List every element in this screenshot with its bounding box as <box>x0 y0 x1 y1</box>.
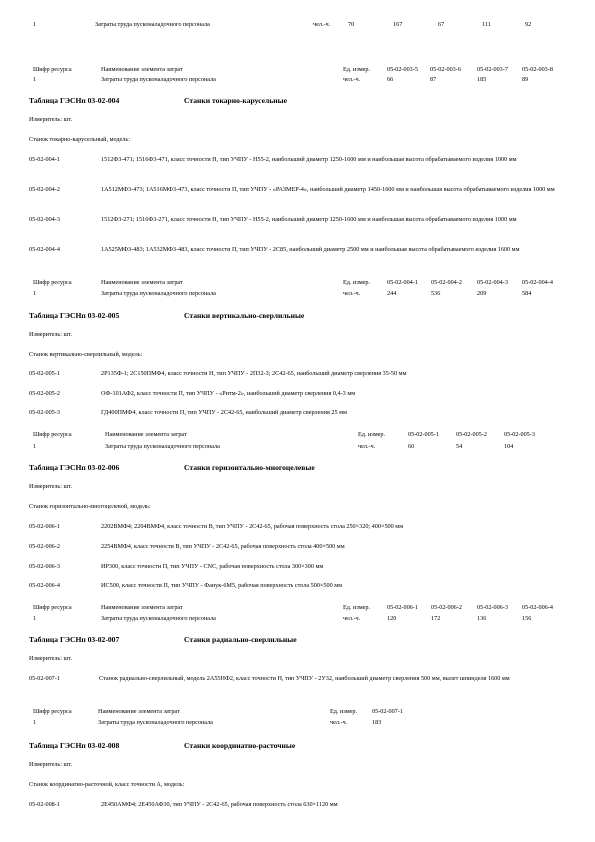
work-item-text: ГД400ПМФ4, класс точности П, тип УЧПУ - 2С42-65, наибольший диаметр сверления 25 мм <box>101 409 347 416</box>
table-subtitle: Станки токарно-карусельные <box>184 96 287 105</box>
column-id: 05-02-007-1 <box>372 708 403 715</box>
work-item-text: 1А512МФ3-473; 1А516МФ3-473, класс точности П, тип УЧПУ - «РАЗМЕР-4», наибольший диаметр 1450-1600 мм и наибольшая высота обрабатываемого изделия 1000 мм <box>101 186 555 193</box>
work-item-text: 1512Ф3-271; 1516Ф3-271, класс точности Н, тип УЧПУ - Н55-2, наибольший диаметр 1250-1600 мм и наибольшая высота обрабатываемого изделия 1000 мм <box>101 216 517 223</box>
measure-unit: Измеритель: шт. <box>29 116 73 123</box>
resource-unit: чел.-ч. <box>343 76 361 83</box>
resource-value: 183 <box>372 719 382 726</box>
column-unit: Ед. измер. <box>343 279 370 286</box>
column-id: 05-02-004-1 <box>387 279 418 286</box>
resource-unit: чел.-ч. <box>343 290 361 297</box>
work-item-text: 2Е450АМФ4; 2Е450АФ30, тип УЧПУ - 2С42-65, рабочая поверхность стола 630×1120 мм <box>101 801 338 808</box>
work-item-text: 2Р135Ф-1; 2С150ПМФ4, класс точности Н, тип УЧПУ - 2П32-3; 2С42-65, наибольший диаметр сверления 35-50 мм <box>101 370 407 377</box>
work-item-code: 05-02-005-2 <box>29 390 60 397</box>
column-id: 05-02-006-3 <box>477 604 508 611</box>
table-subtitle: Станки радиально-сверлильные <box>184 635 297 644</box>
work-item-text: 2202ВМФ4; 2204ВМФ4, класс точности В, тип УЧПУ - 2С42-65, рабочая поверхность стола 250×320; 400×500 мм <box>101 523 404 530</box>
work-item-code: 05-02-006-4 <box>29 582 60 589</box>
resource-name: Затраты труда пусконаладочного персонала <box>101 290 216 297</box>
resource-value: 244 <box>387 290 397 297</box>
resource-value: 209 <box>477 290 487 297</box>
column-name: Наименование элемента затрат <box>98 708 180 715</box>
measure-unit: Измеритель: шт. <box>29 483 73 490</box>
resource-value: 156 <box>522 615 532 622</box>
resource-value: 54 <box>456 443 463 450</box>
resource-unit: чел.-ч. <box>358 443 376 450</box>
column-id: 05-02-004-4 <box>522 279 553 286</box>
resource-value: 136 <box>477 615 487 622</box>
work-item-text: ИС500, класс точности П, тип УЧПУ - Фанук-6М5, рабочая поверхность стола 500×500 мм <box>101 582 343 589</box>
section-intro: Станок горизонтально-многоцелевой, модель: <box>29 503 151 510</box>
resource-name: Затраты труда пусконаладочного персонала <box>95 21 210 28</box>
column-name: Наименование элемента затрат <box>105 431 187 438</box>
column-id: 05-02-006-1 <box>387 604 418 611</box>
table-subtitle: Станки вертикально-сверлильные <box>184 311 305 320</box>
resource-value: 70 <box>348 21 355 28</box>
table-number: Таблица ГЭСНп 03-02-004 <box>29 96 120 105</box>
resource-value: 89 <box>522 76 529 83</box>
section-intro: Станок вертикально-сверлильный, модель: <box>29 351 143 358</box>
table-title <box>29 741 296 750</box>
column-code: Шифр ресурса <box>33 431 72 438</box>
resource-code: 1 <box>33 615 37 622</box>
table-title <box>29 311 305 320</box>
work-item-code: 05-02-004-3 <box>29 216 60 223</box>
work-item-text: 1512Ф3-471; 1516Ф3-471, класс точности Н, тип УЧПУ - Н55-2, наибольший диаметр 1250-1600 мм и наибольшая высота обрабатываемого изделия 1000 мм <box>101 156 517 163</box>
resource-name: Затраты труда пусконаладочного персонала <box>98 719 213 726</box>
column-id: 05-02-004-2 <box>431 279 462 286</box>
resource-code: 1 <box>33 21 37 28</box>
table-title <box>29 635 297 644</box>
column-id: 05-02-005-2 <box>456 431 487 438</box>
column-name: Наименование элемента затрат <box>101 66 183 73</box>
resource-value: 67 <box>438 21 445 28</box>
work-item-code: 05-02-006-1 <box>29 523 60 530</box>
table-subtitle: Станки координатно-расточные <box>184 741 296 750</box>
column-id: 05-02-004-3 <box>477 279 508 286</box>
column-id: 05-02-003-8 <box>522 66 553 73</box>
section-intro: Станок токарно-карусельный, модель: <box>29 136 130 143</box>
column-name: Наименование элемента затрат <box>101 604 183 611</box>
table-number: Таблица ГЭСНп 03-02-005 <box>29 311 120 320</box>
column-name: Наименование элемента затрат <box>101 279 183 286</box>
resource-value: 120 <box>387 615 397 622</box>
measure-unit: Измеритель: шт. <box>29 761 73 768</box>
resource-name: Затраты труда пусконаладочного персонала <box>101 615 216 622</box>
resource-unit: чел.-ч. <box>313 21 331 28</box>
work-item-code: 05-02-006-3 <box>29 563 60 570</box>
column-code: Шифр ресурса <box>33 279 72 286</box>
resource-value: 87 <box>430 76 437 83</box>
section-intro: Станок координатно-расточной, класс точности А, модель: <box>29 781 185 788</box>
table-number: Таблица ГЭСНп 03-02-006 <box>29 463 120 472</box>
column-id: 05-02-003-6 <box>430 66 461 73</box>
table-title <box>29 463 315 472</box>
column-code: Шифр ресурса <box>33 66 72 73</box>
work-item-text: 1А525МФ3-483; 1А532МФ3-483, класс точности П, тип УЧПУ - 2С85, наибольший диаметр 2500 мм и наибольшая высота обрабатываемого изделия 1600 мм <box>101 246 520 253</box>
resource-value: 167 <box>393 21 403 28</box>
resource-value: 60 <box>408 443 415 450</box>
resource-name: Затраты труда пусконаладочного персонала <box>105 443 220 450</box>
table-title <box>29 96 287 105</box>
resource-name: Затраты труда пусконаладочного персонала <box>101 76 216 83</box>
column-id: 05-02-006-2 <box>431 604 462 611</box>
work-item-text: ОФ-101АФ2, класс точности П, тип УЧПУ - «Ритм-2», наибольший диаметр сверления 0,4-3 мм <box>101 390 356 397</box>
column-id: 05-02-003-7 <box>477 66 508 73</box>
resource-value: 92 <box>525 21 532 28</box>
work-item-code: 05-02-007-1 <box>29 675 60 682</box>
resource-value: 185 <box>477 76 487 83</box>
column-unit: Ед. измер. <box>343 604 370 611</box>
resource-value: 104 <box>504 443 514 450</box>
resource-code: 1 <box>33 443 37 450</box>
resource-value: 536 <box>431 290 441 297</box>
measure-unit: Измеритель: шт. <box>29 331 73 338</box>
column-unit: Ед. измер. <box>358 431 385 438</box>
column-unit: Ед. измер. <box>330 708 357 715</box>
resource-value: 172 <box>431 615 441 622</box>
work-item-text: 2254ВМФ4, класс точности В, тип УЧПУ - 2С42-65, рабочая поверхность стола 400×500 мм <box>101 543 345 550</box>
column-id: 05-02-005-3 <box>504 431 535 438</box>
table-number: Таблица ГЭСНп 03-02-008 <box>29 741 120 750</box>
column-id: 05-02-005-1 <box>408 431 439 438</box>
work-item-code: 05-02-004-1 <box>29 156 60 163</box>
measure-unit: Измеритель: шт. <box>29 655 73 662</box>
column-unit: Ед. измер. <box>343 66 370 73</box>
column-code: Шифр ресурса <box>33 604 72 611</box>
resource-code: 1 <box>33 719 37 726</box>
work-item-code: 05-02-004-4 <box>29 246 60 253</box>
table-subtitle: Станки горизонтально-многоцелевые <box>184 463 315 472</box>
work-item-text: ИР300, класс точности П, тип УЧПУ - CNC, рабочая поверхность стола 300×300 мм <box>101 563 324 570</box>
table-number: Таблица ГЭСНп 03-02-007 <box>29 635 120 644</box>
work-item-code: 05-02-008-1 <box>29 801 60 808</box>
resource-unit: чел.-ч. <box>330 719 348 726</box>
resource-value: 111 <box>482 21 491 28</box>
work-item-text: Станок радиально-сверлильный, модель 2А55НФ2, класс точности Н, тип УЧПУ - 2У32, наибольший диаметр сверления 500 мм, вылет шпинделя 1600 мм <box>99 675 510 682</box>
column-id: 05-02-006-4 <box>522 604 553 611</box>
resource-code: 1 <box>33 290 37 297</box>
resource-unit: чел.-ч. <box>343 615 361 622</box>
resource-code: 1 <box>33 76 37 83</box>
resource-value: 66 <box>387 76 394 83</box>
resource-value: 584 <box>522 290 532 297</box>
work-item-code: 05-02-005-1 <box>29 370 60 377</box>
work-item-code: 05-02-005-3 <box>29 409 60 416</box>
work-item-code: 05-02-006-2 <box>29 543 60 550</box>
column-code: Шифр ресурса <box>33 708 72 715</box>
work-item-code: 05-02-004-2 <box>29 186 60 193</box>
column-id: 05-02-003-5 <box>387 66 418 73</box>
